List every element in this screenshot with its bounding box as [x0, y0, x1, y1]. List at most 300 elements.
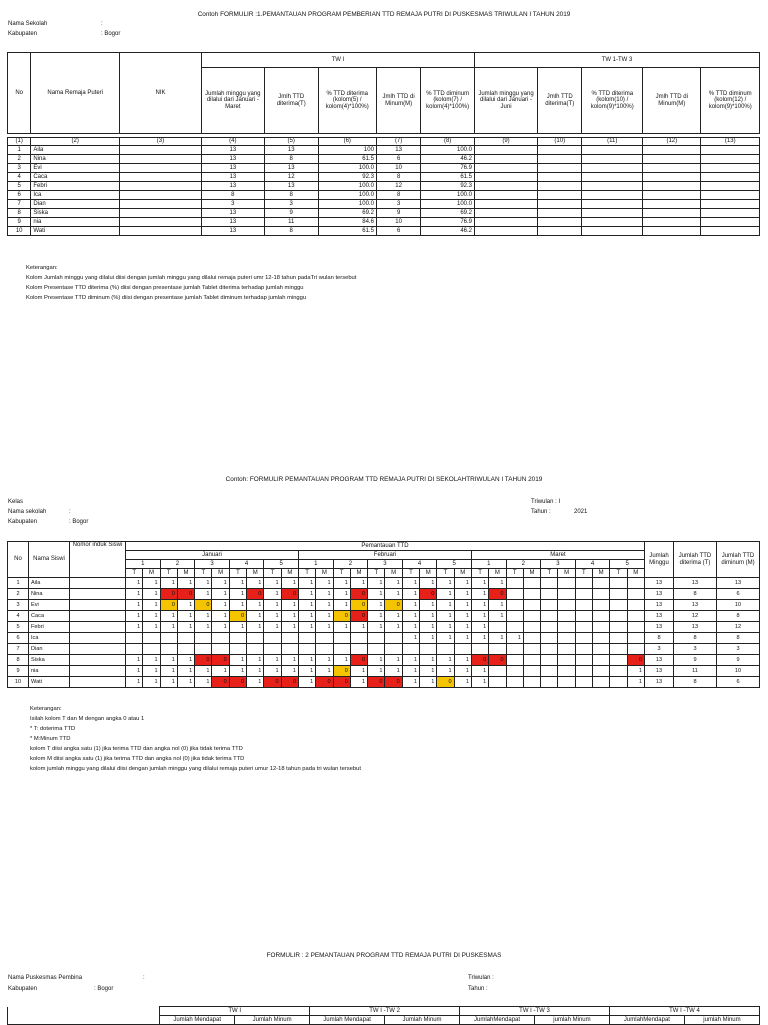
form2-cell-tm: [177, 633, 194, 644]
form2-cell-tm: [610, 578, 627, 589]
form2-cell-tm: 1: [195, 666, 212, 677]
form1-table: [7, 52, 760, 236]
form3-subcol-4: Jumlah Minum: [385, 1016, 460, 1025]
form2-header-week: 4: [575, 560, 610, 569]
form2-cell-tm: 1: [281, 578, 298, 589]
form2-header-week: 4: [402, 560, 437, 569]
form2-cell-no: 8: [8, 655, 29, 666]
form2-cell-tm: [506, 589, 523, 600]
form2-cell-tm: 1: [143, 600, 160, 611]
form2-cell-tm: [541, 611, 558, 622]
form1-cell-empty: [120, 200, 202, 209]
form2-cell-tm: [195, 633, 212, 644]
form2-cell-tm: 0: [333, 611, 350, 622]
form1-cell-empty: [701, 191, 760, 200]
form2-cell-tm: 1: [420, 633, 437, 644]
form2-header-m: M: [177, 569, 194, 578]
form2-cell-tm: 1: [160, 622, 177, 633]
form2-cell-tm: [195, 644, 212, 655]
form1-cell-pm: 61.5: [421, 173, 475, 182]
form2-cell-sum: 8: [717, 633, 760, 644]
form2-cell-tm: 1: [264, 622, 281, 633]
form2-cell-tm: [143, 633, 160, 644]
form2-cell-tm: 1: [195, 611, 212, 622]
form2-cell-tm: 1: [402, 655, 419, 666]
form2-cell-tm: [247, 644, 264, 655]
form2-cell-tm: [575, 644, 592, 655]
form2-cell-sum: 3: [674, 644, 717, 655]
form1-cell-empty: [538, 227, 582, 236]
form1-cell-minggu: 13: [201, 218, 264, 227]
form2-cell-tm: 1: [177, 655, 194, 666]
form2-header-week: 4: [229, 560, 264, 569]
form2-cell-tm: [627, 600, 644, 611]
form2-cell-tm: 1: [281, 622, 298, 633]
form1-colnum-2: (2): [31, 138, 120, 146]
form1-header-pct-diterima-1: % TTD diterima (kolom(5) / kolom(4)*100%): [318, 68, 376, 134]
form1-colnum-1: (1): [8, 138, 31, 146]
form1-cell-empty: [475, 209, 538, 218]
form1-cell-t: 11: [264, 218, 318, 227]
form2-header-m: M: [316, 569, 333, 578]
form3-subcol-5: JumlahMendapat: [460, 1016, 535, 1025]
form2-cell-tm: 1: [333, 600, 350, 611]
form2-cell-tm: 1: [143, 611, 160, 622]
form2-cell-no: 4: [8, 611, 29, 622]
form2-header-nama: Nama Siswi: [29, 542, 70, 578]
form1-cell-no: 1: [8, 146, 31, 155]
form2-cell-tm: [177, 644, 194, 655]
form2-cell-nama: Febri: [29, 622, 70, 633]
form2-cell-tm: 1: [316, 611, 333, 622]
form1-cell-pt: 69.2: [318, 209, 376, 218]
form2-note-0: Keterangan:: [30, 706, 62, 712]
form1-cell-empty: [582, 146, 643, 155]
form2-cell-tm: [610, 644, 627, 655]
form1-cell-empty: [643, 209, 701, 218]
form2-cell-tm: [593, 633, 610, 644]
form1-nama-sekolah-label: Nama Sekolah: [8, 21, 48, 27]
form2-header-month-2: Februari: [298, 551, 471, 560]
form2-cell-tm: 0: [281, 589, 298, 600]
form2-cell-tm: 1: [212, 589, 229, 600]
form1-cell-empty: [120, 191, 202, 200]
form2-cell-tm: 1: [316, 600, 333, 611]
form2-cell-tm: 1: [212, 578, 229, 589]
form2-cell-tm: 1: [471, 666, 488, 677]
form2-cell-tm: 1: [333, 578, 350, 589]
form1-column-numbers: [8, 138, 760, 146]
form2-tahun-value: 2021: [574, 509, 588, 515]
form1-cell-empty: [643, 146, 701, 155]
form1-cell-empty: [120, 164, 202, 173]
form3-subcol-1: Jumlah Mendapat: [160, 1016, 235, 1025]
form2-cell-tm: 1: [126, 655, 143, 666]
form2-cell-tm: [506, 622, 523, 633]
form2-cell-sum: 13: [645, 600, 674, 611]
form2-cell-tm: 1: [126, 677, 143, 688]
table-row: [8, 182, 760, 191]
form2-cell-tm: 0: [368, 677, 385, 688]
form2-cell-tm: [489, 666, 506, 677]
form2-cell-tm: [143, 644, 160, 655]
form2-cell-sum: 3: [717, 644, 760, 655]
form2-header-week: 5: [610, 560, 645, 569]
form2-cell-tm: 1: [316, 666, 333, 677]
form1-note-3: Kolom Presentase TTD diminum (%) diisi dengan presentase jumlah Tablet diminum terhadap jumlah minggu: [26, 295, 307, 301]
form2-header-m: M: [454, 569, 471, 578]
form1-header-pct-diterima-2: % TTD diterima (kolom(10) / kolom(9)*100%): [582, 68, 643, 134]
form1-cell-pm: 100.0: [421, 200, 475, 209]
form2-table: [7, 541, 760, 688]
form2-cell-tm: 1: [281, 600, 298, 611]
form2-cell-tm: 1: [489, 611, 506, 622]
form2-cell-tm: [368, 644, 385, 655]
form2-cell-tm: 1: [264, 589, 281, 600]
form2-cell-tm: 1: [143, 666, 160, 677]
form2-header-week: 3: [195, 560, 230, 569]
form2-cell-tm: [212, 633, 229, 644]
form2-cell-tm: [454, 644, 471, 655]
form2-cell-tm: [506, 666, 523, 677]
form2-cell-tm: [610, 633, 627, 644]
form1-cell-no: 10: [8, 227, 31, 236]
form3-tahun-label: Tahun :: [468, 986, 488, 992]
form2-cell-tm: 1: [177, 666, 194, 677]
form2-cell-tm: 1: [143, 655, 160, 666]
form2-cell-tm: 1: [420, 666, 437, 677]
form1-cell-no: 9: [8, 218, 31, 227]
form3-kabupaten-value: : Bogor: [94, 986, 114, 992]
form2-cell-tm: [506, 611, 523, 622]
form2-cell-tm: 1: [489, 600, 506, 611]
form1-kabupaten-value: : Bogor: [101, 31, 121, 37]
form1-notes: [26, 263, 356, 303]
form2-cell-tm: [126, 633, 143, 644]
form1-cell-empty: [120, 209, 202, 218]
form2-cell-tm: 0: [160, 589, 177, 600]
form2-cell-tm: 1: [195, 589, 212, 600]
form2-header-t: T: [195, 569, 212, 578]
form2-header-t: T: [229, 569, 246, 578]
form2-cell-tm: 1: [264, 611, 281, 622]
form2-notes: [30, 704, 361, 774]
form2-cell-sum: 13: [645, 622, 674, 633]
form2-cell-tm: 1: [454, 578, 471, 589]
form1-header-nik: NIK: [120, 53, 202, 134]
form1-cell-empty: [538, 155, 582, 164]
form2-cell-tm: 1: [368, 589, 385, 600]
form2-cell-tm: 0: [247, 589, 264, 600]
form1-cell-empty: [701, 200, 760, 209]
form1-cell-empty: [701, 227, 760, 236]
form2-header-m: M: [281, 569, 298, 578]
form2-cell-nama: Caca: [29, 611, 70, 622]
form2-cell-tm: [506, 677, 523, 688]
form2-cell-tm: 1: [298, 622, 315, 633]
table-row: [8, 666, 760, 677]
table-row: [8, 200, 760, 209]
form2-cell-tm: 1: [368, 578, 385, 589]
form1-cell-nama: Ica: [31, 191, 120, 200]
form2-cell-tm: 1: [471, 578, 488, 589]
form2-cell-tm: 1: [368, 600, 385, 611]
form1-cell-m: 6: [376, 155, 420, 164]
form2-header-t: T: [471, 569, 488, 578]
form1-cell-t: 8: [264, 155, 318, 164]
form2-cell-tm: 1: [402, 633, 419, 644]
form2-cell-nomor: [70, 666, 126, 677]
form1-cell-empty: [643, 200, 701, 209]
form1-cell-minggu: 8: [201, 191, 264, 200]
form2-cell-tm: [627, 633, 644, 644]
form3-group-tw13: TW I -TW 3: [460, 1007, 610, 1016]
form2-cell-tm: [593, 589, 610, 600]
form2-header-t: T: [506, 569, 523, 578]
form2-cell-tm: [610, 611, 627, 622]
form1-cell-empty: [582, 164, 643, 173]
form2-header-t: T: [437, 569, 454, 578]
form2-cell-tm: [523, 589, 540, 600]
form2-cell-tm: [541, 578, 558, 589]
form1-header-nama: Nama Remaja Puteri: [31, 53, 120, 134]
form2-cell-tm: [610, 666, 627, 677]
form2-header-m: M: [420, 569, 437, 578]
form2-cell-tm: 1: [437, 611, 454, 622]
form2-cell-nama: Nina: [29, 589, 70, 600]
form2-cell-tm: 1: [264, 655, 281, 666]
form2-note-5: kolom M diisi angka satu (1) jika terima TTD dan angka nol (0) jika tidak terima TTD: [30, 756, 245, 762]
form1-cell-empty: [120, 218, 202, 227]
form2-cell-tm: 1: [229, 589, 246, 600]
form2-cell-tm: [541, 600, 558, 611]
form2-cell-sum: 13: [645, 666, 674, 677]
form2-cell-sum: 10: [717, 600, 760, 611]
form2-header-t: T: [368, 569, 385, 578]
form1-nama-sekolah-colon: :: [101, 21, 103, 27]
form2-cell-no: 2: [8, 589, 29, 600]
form1-colnum-6: (6): [318, 138, 376, 146]
form1-cell-m: 9: [376, 209, 420, 218]
form1-cell-m: 13: [376, 146, 420, 155]
form3-puskesmas-label: Nama Puskesmas Pembina: [8, 975, 83, 981]
form2-cell-tm: 1: [160, 611, 177, 622]
form2-cell-tm: [212, 644, 229, 655]
form2-header-week: 1: [298, 560, 333, 569]
form2-cell-tm: 1: [177, 622, 194, 633]
form1-header-tw1: TW I: [201, 53, 474, 68]
form2-cell-nama: Ica: [29, 633, 70, 644]
form2-cell-tm: 1: [298, 677, 315, 688]
form2-cell-tm: 1: [437, 655, 454, 666]
form1-header-jml-diterima-1: Jmlh TTD diterima(T): [264, 68, 318, 134]
form2-cell-tm: 0: [264, 677, 281, 688]
form1-cell-no: 6: [8, 191, 31, 200]
form2-cell-tm: 1: [420, 578, 437, 589]
form2-cell-sum: 10: [717, 666, 760, 677]
form2-cell-tm: 0: [316, 677, 333, 688]
form1-cell-nama: Siska: [31, 209, 120, 218]
form1-cell-pt: 100.0: [318, 200, 376, 209]
form2-header-t: T: [298, 569, 315, 578]
form2-cell-tm: 1: [368, 611, 385, 622]
form2-cell-tm: [558, 655, 575, 666]
form2-header-week: 3: [368, 560, 403, 569]
form2-cell-tm: 0: [385, 600, 402, 611]
form1-cell-empty: [701, 173, 760, 182]
form2-cell-no: 1: [8, 578, 29, 589]
form2-cell-tm: 1: [368, 622, 385, 633]
form1-cell-pm: 92.3: [421, 182, 475, 191]
form2-cell-tm: [471, 644, 488, 655]
form1-cell-no: 5: [8, 182, 31, 191]
form1-cell-empty: [582, 182, 643, 191]
form2-cell-tm: [610, 677, 627, 688]
form2-header-no: No: [8, 542, 29, 578]
form2-cell-no: 5: [8, 622, 29, 633]
form2-cell-tm: 1: [229, 600, 246, 611]
form1-cell-empty: [643, 155, 701, 164]
form2-cell-tm: 1: [281, 611, 298, 622]
form1-cell-nama: Febri: [31, 182, 120, 191]
form2-note-3: * M:Minum TTD: [30, 736, 71, 742]
form1-cell-empty: [538, 182, 582, 191]
form1-cell-no: 4: [8, 173, 31, 182]
table-row: [8, 589, 760, 600]
form2-note-2: * T: doterima TTD: [30, 726, 76, 732]
form2-cell-tm: [523, 578, 540, 589]
form2-cell-tm: 0: [333, 677, 350, 688]
form2-header-t: T: [402, 569, 419, 578]
form2-cell-tm: 1: [437, 633, 454, 644]
form2-cell-tm: 1: [471, 622, 488, 633]
form2-cell-sum: 6: [717, 589, 760, 600]
table-row: [8, 227, 760, 236]
form2-cell-tm: 1: [402, 622, 419, 633]
form2-cell-nama: Evi: [29, 600, 70, 611]
form2-cell-tm: [558, 589, 575, 600]
form2-cell-sum: 9: [674, 655, 717, 666]
form3-title: FORMULIR : 2 PEMANTAUAN PROGRAM TTD REMAJA PUTRI DI PUSKESMAS: [266, 952, 502, 959]
form2-cell-nomor: [70, 578, 126, 589]
form2-cell-tm: 1: [368, 666, 385, 677]
form1-cell-empty: [582, 155, 643, 164]
form1-colnum-13: (13): [701, 138, 760, 146]
form2-cell-tm: [350, 633, 367, 644]
form2-cell-tm: 0: [350, 611, 367, 622]
form1-cell-minggu: 13: [201, 164, 264, 173]
form1-cell-t: 13: [264, 182, 318, 191]
form2-cell-tm: 1: [402, 578, 419, 589]
form3-kabupaten-label: Kabupaten: [8, 986, 38, 992]
form2-cell-tm: 1: [298, 611, 315, 622]
form2-cell-tm: [506, 644, 523, 655]
form3-subcol-7: JumlahMendapat: [609, 1016, 684, 1025]
form1-cell-empty: [538, 218, 582, 227]
form2-cell-tm: 1: [298, 600, 315, 611]
form2-cell-no: 9: [8, 666, 29, 677]
form2-cell-tm: 1: [281, 655, 298, 666]
form1-cell-pt: 61.5: [318, 155, 376, 164]
form2-cell-tm: 1: [471, 600, 488, 611]
form2-cell-sum: 13: [645, 578, 674, 589]
form3-group-tw14: TW I -TW 4: [609, 1007, 759, 1016]
form1-cell-pt: 92.3: [318, 173, 376, 182]
form2-cell-tm: 1: [402, 677, 419, 688]
form2-nama-sekolah-label: Nama sekolah: [8, 509, 47, 515]
form2-cell-tm: 1: [420, 655, 437, 666]
form2-cell-tm: 1: [402, 589, 419, 600]
form2-cell-tm: [523, 611, 540, 622]
form1-cell-empty: [582, 218, 643, 227]
form1-cell-empty: [475, 191, 538, 200]
form2-cell-tm: [541, 633, 558, 644]
form1-cell-empty: [538, 200, 582, 209]
form2-cell-tm: 1: [212, 611, 229, 622]
form1-cell-empty: [701, 155, 760, 164]
form3-subcol-3: Jumlah Mendapat: [310, 1016, 385, 1025]
form2-header-t: T: [333, 569, 350, 578]
form1-cell-empty: [475, 146, 538, 155]
form2-cell-tm: 1: [126, 589, 143, 600]
form2-cell-nomor: [70, 633, 126, 644]
form2-cell-sum: 11: [674, 666, 717, 677]
form2-cell-tm: 0: [333, 666, 350, 677]
table-row: [8, 677, 760, 688]
form2-cell-tm: [593, 666, 610, 677]
form1-cell-empty: [120, 146, 202, 155]
form3-table: [7, 1006, 760, 1025]
form2-header-week: 2: [506, 560, 541, 569]
form2-cell-tm: 1: [385, 611, 402, 622]
form1-cell-m: 6: [376, 227, 420, 236]
table-row: [8, 622, 760, 633]
form2-cell-tm: 1: [298, 578, 315, 589]
form2-cell-tm: 1: [160, 677, 177, 688]
form2-cell-tm: [160, 644, 177, 655]
form1-cell-pm: 100.0: [421, 146, 475, 155]
form1-cell-minggu: 3: [201, 200, 264, 209]
form1-cell-empty: [538, 191, 582, 200]
form2-cell-tm: 1: [298, 666, 315, 677]
form2-cell-tm: 0: [420, 589, 437, 600]
form2-cell-tm: [506, 578, 523, 589]
form1-cell-m: 8: [376, 173, 420, 182]
form1-cell-pt: 84.6: [318, 218, 376, 227]
form2-header-jml-diminum: Jumlah TTD diminum (M): [717, 542, 760, 578]
form2-cell-tm: [523, 622, 540, 633]
form2-cell-sum: 3: [645, 644, 674, 655]
form2-cell-nomor: [70, 589, 126, 600]
form1-cell-empty: [643, 173, 701, 182]
form2-cell-tm: [575, 578, 592, 589]
form2-cell-sum: 8: [645, 633, 674, 644]
form1-cell-m: 8: [376, 191, 420, 200]
form2-header-month-3: Maret: [471, 551, 644, 560]
form1-cell-empty: [701, 146, 760, 155]
form2-cell-tm: [160, 633, 177, 644]
form2-cell-tm: [541, 677, 558, 688]
form2-cell-tm: [627, 611, 644, 622]
form2-cell-tm: [627, 644, 644, 655]
form1-header-jml-minggu-1: Jumlah minggu yang dilalui dari Januari - Maret: [201, 68, 264, 134]
form1-cell-pt: 100.0: [318, 191, 376, 200]
form2-cell-nama: nia: [29, 666, 70, 677]
table-row: [8, 218, 760, 227]
form2-cell-tm: 1: [454, 677, 471, 688]
table-row: [8, 644, 760, 655]
form2-cell-tm: 0: [350, 589, 367, 600]
